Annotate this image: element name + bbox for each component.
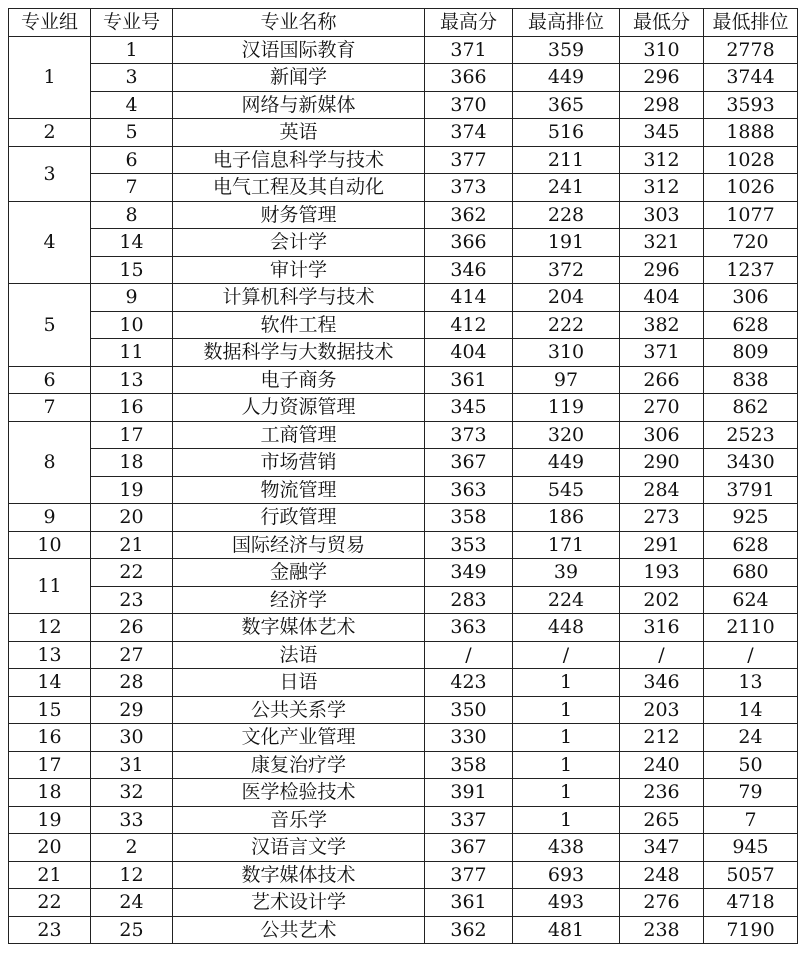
- group-cell: 9: [9, 504, 91, 532]
- max-score-cell: 353: [425, 531, 513, 559]
- min-score-cell: 291: [620, 531, 704, 559]
- min-rank-cell: 3430: [704, 449, 798, 477]
- group-cell: 1: [9, 36, 91, 119]
- max-rank-cell: 493: [513, 889, 620, 917]
- table-row: [9, 669, 798, 697]
- max-score-cell: 374: [425, 119, 513, 147]
- max-rank-cell: 693: [513, 861, 620, 889]
- major-number-cell: 2: [91, 834, 173, 862]
- group-cell: 20: [9, 834, 91, 862]
- major-name-cell: 数字媒体艺术: [173, 614, 425, 642]
- min-rank-cell: 79: [704, 779, 798, 807]
- max-rank-cell: 516: [513, 119, 620, 147]
- major-number-cell: 18: [91, 449, 173, 477]
- min-rank-cell: 2110: [704, 614, 798, 642]
- max-rank-cell: 310: [513, 339, 620, 367]
- table-row: [9, 889, 798, 917]
- group-cell: 15: [9, 696, 91, 724]
- table-row: [9, 779, 798, 807]
- max-score-cell: 363: [425, 614, 513, 642]
- min-score-cell: 404: [620, 284, 704, 312]
- min-rank-cell: 925: [704, 504, 798, 532]
- min-rank-cell: 3791: [704, 476, 798, 504]
- major-number-cell: 30: [91, 724, 173, 752]
- major-name-cell: 行政管理: [173, 504, 425, 532]
- min-score-cell: 312: [620, 174, 704, 202]
- max-rank-cell: 1: [513, 724, 620, 752]
- major-name-cell: 电子商务: [173, 366, 425, 394]
- header-max-rank: 最高排位: [513, 9, 620, 37]
- min-rank-cell: 945: [704, 834, 798, 862]
- min-score-cell: 240: [620, 751, 704, 779]
- max-rank-cell: 1: [513, 669, 620, 697]
- max-rank-cell: 438: [513, 834, 620, 862]
- admission-score-table: [8, 8, 798, 944]
- table-row: [9, 256, 798, 284]
- table-row: [9, 806, 798, 834]
- table-row: [9, 146, 798, 174]
- min-rank-cell: 5057: [704, 861, 798, 889]
- max-score-cell: 330: [425, 724, 513, 752]
- major-name-cell: 法语: [173, 641, 425, 669]
- min-rank-cell: 720: [704, 229, 798, 257]
- max-rank-cell: 39: [513, 559, 620, 587]
- min-score-cell: 296: [620, 256, 704, 284]
- min-rank-cell: 13: [704, 669, 798, 697]
- major-number-cell: 3: [91, 64, 173, 92]
- major-name-cell: 公共关系学: [173, 696, 425, 724]
- major-number-cell: 29: [91, 696, 173, 724]
- min-rank-cell: 4718: [704, 889, 798, 917]
- min-rank-cell: 50: [704, 751, 798, 779]
- group-cell: 5: [9, 284, 91, 367]
- min-score-cell: 296: [620, 64, 704, 92]
- major-name-cell: 电子信息科学与技术: [173, 146, 425, 174]
- min-score-cell: 371: [620, 339, 704, 367]
- max-score-cell: 346: [425, 256, 513, 284]
- major-name-cell: 汉语国际教育: [173, 36, 425, 64]
- min-rank-cell: 680: [704, 559, 798, 587]
- table-row: [9, 36, 798, 64]
- major-number-cell: 27: [91, 641, 173, 669]
- table-row: [9, 559, 798, 587]
- major-number-cell: 8: [91, 201, 173, 229]
- max-rank-cell: 204: [513, 284, 620, 312]
- min-score-cell: 238: [620, 916, 704, 944]
- min-score-cell: 265: [620, 806, 704, 834]
- min-score-cell: 202: [620, 586, 704, 614]
- major-number-cell: 20: [91, 504, 173, 532]
- max-score-cell: 361: [425, 366, 513, 394]
- min-rank-cell: 628: [704, 311, 798, 339]
- max-rank-cell: 449: [513, 64, 620, 92]
- max-score-cell: 371: [425, 36, 513, 64]
- table-row: [9, 64, 798, 92]
- major-name-cell: 音乐学: [173, 806, 425, 834]
- max-score-cell: 373: [425, 174, 513, 202]
- major-number-cell: 13: [91, 366, 173, 394]
- max-score-cell: 412: [425, 311, 513, 339]
- max-score-cell: 391: [425, 779, 513, 807]
- min-score-cell: /: [620, 641, 704, 669]
- major-name-cell: 汉语言文学: [173, 834, 425, 862]
- min-score-cell: 203: [620, 696, 704, 724]
- max-score-cell: 363: [425, 476, 513, 504]
- max-score-cell: 283: [425, 586, 513, 614]
- major-name-cell: 软件工程: [173, 311, 425, 339]
- major-name-cell: 会计学: [173, 229, 425, 257]
- group-cell: 11: [9, 559, 91, 614]
- max-rank-cell: 211: [513, 146, 620, 174]
- min-score-cell: 321: [620, 229, 704, 257]
- group-cell: 19: [9, 806, 91, 834]
- major-number-cell: 32: [91, 779, 173, 807]
- min-score-cell: 290: [620, 449, 704, 477]
- major-number-cell: 21: [91, 531, 173, 559]
- major-number-cell: 7: [91, 174, 173, 202]
- header-min-score: 最低分: [620, 9, 704, 37]
- major-name-cell: 数字媒体技术: [173, 861, 425, 889]
- table-row: [9, 696, 798, 724]
- min-rank-cell: 628: [704, 531, 798, 559]
- max-rank-cell: 320: [513, 421, 620, 449]
- max-score-cell: 404: [425, 339, 513, 367]
- max-score-cell: 362: [425, 916, 513, 944]
- table-row: [9, 751, 798, 779]
- table-row: [9, 586, 798, 614]
- min-score-cell: 306: [620, 421, 704, 449]
- max-rank-cell: 1: [513, 751, 620, 779]
- min-score-cell: 345: [620, 119, 704, 147]
- table-row: [9, 421, 798, 449]
- min-rank-cell: 1237: [704, 256, 798, 284]
- min-rank-cell: 838: [704, 366, 798, 394]
- header-row: [9, 9, 798, 37]
- major-number-cell: 19: [91, 476, 173, 504]
- min-score-cell: 193: [620, 559, 704, 587]
- major-name-cell: 财务管理: [173, 201, 425, 229]
- major-name-cell: 电气工程及其自动化: [173, 174, 425, 202]
- max-score-cell: 337: [425, 806, 513, 834]
- min-rank-cell: 809: [704, 339, 798, 367]
- max-score-cell: 361: [425, 889, 513, 917]
- group-cell: 18: [9, 779, 91, 807]
- max-rank-cell: /: [513, 641, 620, 669]
- max-rank-cell: 1: [513, 696, 620, 724]
- min-rank-cell: 862: [704, 394, 798, 422]
- table-row: [9, 834, 798, 862]
- major-number-cell: 4: [91, 91, 173, 119]
- major-number-cell: 14: [91, 229, 173, 257]
- min-score-cell: 312: [620, 146, 704, 174]
- major-name-cell: 数据科学与大数据技术: [173, 339, 425, 367]
- group-cell: 4: [9, 201, 91, 284]
- table-row: [9, 641, 798, 669]
- max-rank-cell: 228: [513, 201, 620, 229]
- max-score-cell: 373: [425, 421, 513, 449]
- table-row: [9, 91, 798, 119]
- min-rank-cell: 3744: [704, 64, 798, 92]
- header-max-score: 最高分: [425, 9, 513, 37]
- max-rank-cell: 119: [513, 394, 620, 422]
- major-number-cell: 23: [91, 586, 173, 614]
- major-number-cell: 28: [91, 669, 173, 697]
- max-rank-cell: 545: [513, 476, 620, 504]
- major-name-cell: 医学检验技术: [173, 779, 425, 807]
- major-name-cell: 英语: [173, 119, 425, 147]
- major-name-cell: 计算机科学与技术: [173, 284, 425, 312]
- max-rank-cell: 97: [513, 366, 620, 394]
- table-row: [9, 449, 798, 477]
- group-cell: 12: [9, 614, 91, 642]
- major-number-cell: 25: [91, 916, 173, 944]
- max-rank-cell: 224: [513, 586, 620, 614]
- min-rank-cell: 1888: [704, 119, 798, 147]
- major-name-cell: 康复治疗学: [173, 751, 425, 779]
- table-row: [9, 394, 798, 422]
- major-number-cell: 1: [91, 36, 173, 64]
- major-number-cell: 6: [91, 146, 173, 174]
- table-row: [9, 366, 798, 394]
- min-rank-cell: 1026: [704, 174, 798, 202]
- max-score-cell: /: [425, 641, 513, 669]
- header-group: 专业组: [9, 9, 91, 37]
- max-score-cell: 414: [425, 284, 513, 312]
- group-cell: 10: [9, 531, 91, 559]
- major-number-cell: 11: [91, 339, 173, 367]
- min-score-cell: 316: [620, 614, 704, 642]
- major-number-cell: 31: [91, 751, 173, 779]
- min-rank-cell: 1077: [704, 201, 798, 229]
- major-number-cell: 5: [91, 119, 173, 147]
- min-score-cell: 382: [620, 311, 704, 339]
- min-rank-cell: 24: [704, 724, 798, 752]
- max-rank-cell: 372: [513, 256, 620, 284]
- min-score-cell: 266: [620, 366, 704, 394]
- min-rank-cell: /: [704, 641, 798, 669]
- group-cell: 3: [9, 146, 91, 201]
- max-score-cell: 350: [425, 696, 513, 724]
- min-rank-cell: 7: [704, 806, 798, 834]
- group-cell: 21: [9, 861, 91, 889]
- table-row: [9, 724, 798, 752]
- min-rank-cell: 306: [704, 284, 798, 312]
- major-number-cell: 9: [91, 284, 173, 312]
- group-cell: 8: [9, 421, 91, 504]
- max-rank-cell: 1: [513, 806, 620, 834]
- min-score-cell: 298: [620, 91, 704, 119]
- group-cell: 14: [9, 669, 91, 697]
- major-number-cell: 26: [91, 614, 173, 642]
- max-score-cell: 349: [425, 559, 513, 587]
- table-row: [9, 861, 798, 889]
- group-cell: 16: [9, 724, 91, 752]
- max-score-cell: 362: [425, 201, 513, 229]
- min-score-cell: 346: [620, 669, 704, 697]
- table-row: [9, 504, 798, 532]
- major-name-cell: 公共艺术: [173, 916, 425, 944]
- max-rank-cell: 186: [513, 504, 620, 532]
- max-score-cell: 370: [425, 91, 513, 119]
- group-cell: 13: [9, 641, 91, 669]
- header-min-rank: 最低排位: [704, 9, 798, 37]
- min-score-cell: 236: [620, 779, 704, 807]
- header-major-name: 专业名称: [173, 9, 425, 37]
- min-rank-cell: 624: [704, 586, 798, 614]
- major-name-cell: 艺术设计学: [173, 889, 425, 917]
- max-rank-cell: 222: [513, 311, 620, 339]
- table-row: [9, 476, 798, 504]
- major-name-cell: 文化产业管理: [173, 724, 425, 752]
- max-score-cell: 358: [425, 751, 513, 779]
- group-cell: 6: [9, 366, 91, 394]
- table-body: [9, 36, 798, 944]
- max-score-cell: 358: [425, 504, 513, 532]
- major-name-cell: 国际经济与贸易: [173, 531, 425, 559]
- major-name-cell: 人力资源管理: [173, 394, 425, 422]
- table-row: [9, 614, 798, 642]
- major-name-cell: 新闻学: [173, 64, 425, 92]
- major-name-cell: 经济学: [173, 586, 425, 614]
- max-score-cell: 377: [425, 861, 513, 889]
- major-number-cell: 24: [91, 889, 173, 917]
- min-rank-cell: 14: [704, 696, 798, 724]
- major-name-cell: 市场营销: [173, 449, 425, 477]
- table-row: [9, 916, 798, 944]
- min-rank-cell: 7190: [704, 916, 798, 944]
- table-row: [9, 174, 798, 202]
- major-number-cell: 33: [91, 806, 173, 834]
- major-number-cell: 17: [91, 421, 173, 449]
- min-rank-cell: 3593: [704, 91, 798, 119]
- major-number-cell: 10: [91, 311, 173, 339]
- major-name-cell: 金融学: [173, 559, 425, 587]
- major-name-cell: 物流管理: [173, 476, 425, 504]
- min-score-cell: 276: [620, 889, 704, 917]
- max-rank-cell: 449: [513, 449, 620, 477]
- min-rank-cell: 2523: [704, 421, 798, 449]
- max-rank-cell: 448: [513, 614, 620, 642]
- major-number-cell: 16: [91, 394, 173, 422]
- min-score-cell: 273: [620, 504, 704, 532]
- max-rank-cell: 1: [513, 779, 620, 807]
- min-score-cell: 284: [620, 476, 704, 504]
- table-row: [9, 201, 798, 229]
- major-name-cell: 日语: [173, 669, 425, 697]
- major-number-cell: 12: [91, 861, 173, 889]
- table-row: [9, 284, 798, 312]
- max-rank-cell: 481: [513, 916, 620, 944]
- group-cell: 7: [9, 394, 91, 422]
- min-rank-cell: 1028: [704, 146, 798, 174]
- major-number-cell: 22: [91, 559, 173, 587]
- min-rank-cell: 2778: [704, 36, 798, 64]
- table-row: [9, 339, 798, 367]
- group-cell: 2: [9, 119, 91, 147]
- max-score-cell: 367: [425, 834, 513, 862]
- major-name-cell: 工商管理: [173, 421, 425, 449]
- max-rank-cell: 241: [513, 174, 620, 202]
- major-name-cell: 网络与新媒体: [173, 91, 425, 119]
- min-score-cell: 347: [620, 834, 704, 862]
- group-cell: 17: [9, 751, 91, 779]
- min-score-cell: 303: [620, 201, 704, 229]
- table-row: [9, 119, 798, 147]
- min-score-cell: 248: [620, 861, 704, 889]
- max-rank-cell: 359: [513, 36, 620, 64]
- max-score-cell: 367: [425, 449, 513, 477]
- max-score-cell: 377: [425, 146, 513, 174]
- max-score-cell: 423: [425, 669, 513, 697]
- group-cell: 22: [9, 889, 91, 917]
- max-score-cell: 366: [425, 229, 513, 257]
- min-score-cell: 270: [620, 394, 704, 422]
- table-row: [9, 531, 798, 559]
- max-rank-cell: 171: [513, 531, 620, 559]
- max-rank-cell: 191: [513, 229, 620, 257]
- table-row: [9, 229, 798, 257]
- min-score-cell: 310: [620, 36, 704, 64]
- min-score-cell: 212: [620, 724, 704, 752]
- major-name-cell: 审计学: [173, 256, 425, 284]
- group-cell: 23: [9, 916, 91, 944]
- max-score-cell: 366: [425, 64, 513, 92]
- header-major-number: 专业号: [91, 9, 173, 37]
- table-row: [9, 311, 798, 339]
- major-number-cell: 15: [91, 256, 173, 284]
- max-rank-cell: 365: [513, 91, 620, 119]
- max-score-cell: 345: [425, 394, 513, 422]
